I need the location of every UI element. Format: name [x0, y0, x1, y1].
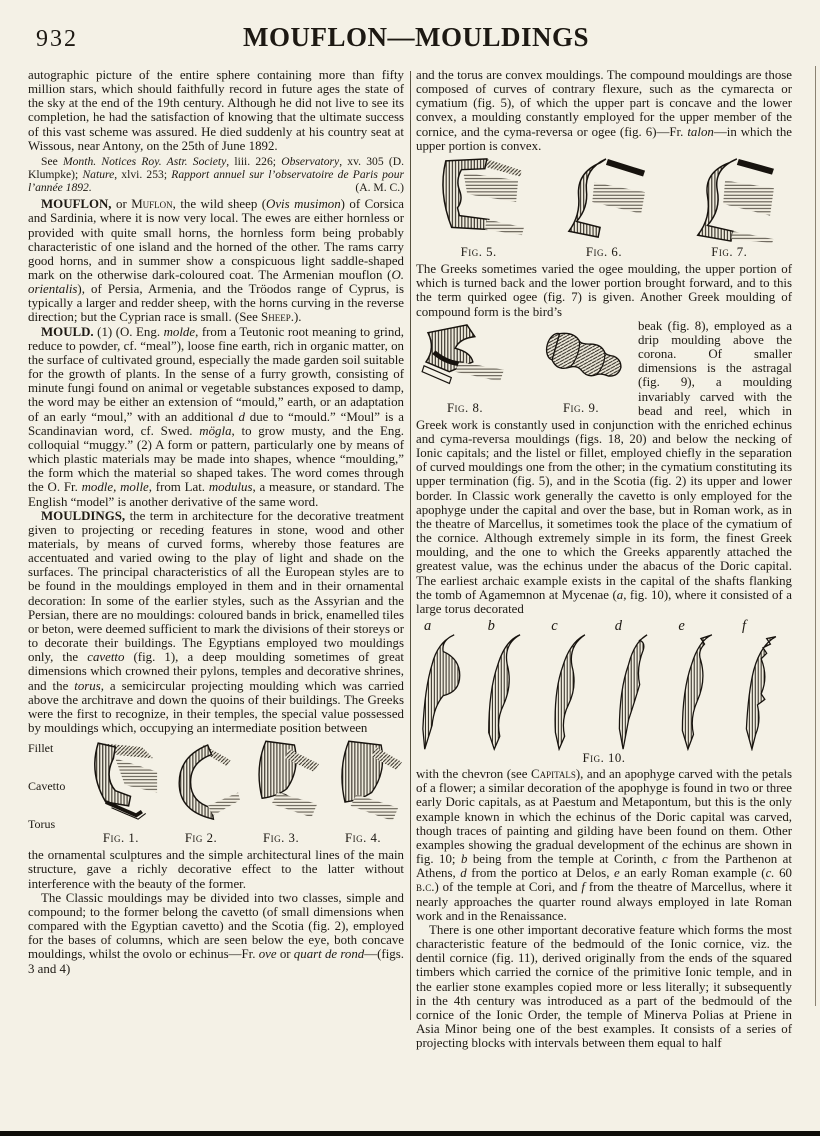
caption-fig-5: Fig. 5.: [460, 244, 497, 259]
figure-5-cyma-recta-engraving: [432, 157, 526, 243]
citation-signature: (A. M. C.): [355, 181, 404, 195]
label-fillet: Fillet: [28, 741, 54, 756]
figure-group-1-4: [28, 739, 404, 845]
right-column: [416, 68, 792, 1050]
profile-f-marcellus: [736, 633, 790, 751]
paragraph-birds-beak: [416, 319, 792, 616]
caption-fig-7: Fig. 7.: [711, 244, 748, 259]
figure-group-8-9: [416, 321, 630, 415]
caption-fig-8: Fig. 8.: [446, 400, 484, 415]
paragraph-birds-beak-text: beak (fig. 8), employed as a drip moulding above the corona. Of smaller dimensions is the astragal (fig. 9), a moulding invariably carved with the bead and reel, which in Greek work is constantly used in conjunction with the enriched echinus and cyma-reversa mouldings (figs. 18, 20) and below the necking of Ionic capitals; and the listel or fillet, employed chiefly in the separation of curved mouldings one from the other; in the cymatium constituting its upper termination (fig. 5), and in the Scotia (fig. 2) its upper and lower border. In Classic work generally the cavetto is only employed for the apophyge under the capital and over the base, but in Roman work, as in the theatre of Marcellus, it sometimes took the place of the cymatium of the cornice. Although extremely simple in its form, the finest Greek moulding, and the one to which the Greeks apparently attached the greatest value, was the echinus under the abacus of the Doric capital. The earliest archaic example exists in the capital of the shafts flanking the tomb of Agamemnon at Mycenae (a, fig. 10), where it consisted of a large torus decorated: [416, 318, 792, 616]
profile-e-cori: [672, 633, 726, 751]
caption-fig-4: Fig. 4.: [344, 831, 382, 846]
figure-2-scotia-engraving: [164, 739, 240, 829]
page-title: MOUFLON—MOULDINGS: [243, 22, 589, 52]
caption-fig-3: Fig. 3.: [263, 831, 300, 846]
caption-fig-2: Fig 2.: [184, 831, 218, 846]
figure-group-5-7: [416, 157, 792, 259]
page-number: 932: [36, 26, 78, 52]
left-column: [28, 68, 404, 1050]
paragraph-ornamental: the ornamental sculptures and the simple architectural lines of the main structure, gave a richly decorative effect to the latter without interference with the beauty of the former.: [28, 848, 404, 891]
scan-bottom-edge: [0, 1131, 820, 1136]
figure-6-cyma-reversa-engraving: [557, 157, 651, 243]
label-cavetto: Cavetto: [28, 779, 66, 794]
profile-letter-a: a: [424, 618, 432, 634]
entry-mouflon: MOUFLON, or Muflon, the wild sheep (Ovis musimon) of Corsica and Sardinia, where it is now very local. The ewes are either hornless or provided with quite small horns, the hornless form being probably characteristic of one island and the horned of the other. The rams carry good horns, and in summer show a conspicuous light saddle-shaped mark on the otherwise dark-coloured coat. The Armenian mouflon (O. orientalis), of Persia, Armenia, and the Tröodos range of Cyprus, is typically a larger and redder sheep, with the horns curving in the reverse direction; but the Cyprian race is small. (See Sheep.).: [28, 197, 404, 325]
page-header: [28, 14, 804, 64]
figure-7-quirked-ogee-engraving: [682, 157, 776, 243]
label-torus: Torus: [28, 817, 56, 832]
figure-9-astragal-engraving: [532, 321, 630, 399]
profile-letter-e: e: [678, 618, 685, 634]
caption-fig-9: Fig. 9.: [562, 400, 600, 415]
profile-a-mycenae: [418, 633, 472, 751]
page-edge-line: [815, 66, 816, 1006]
figure-3-ovolo-engraving: [245, 739, 321, 829]
paragraph-classic-mouldings: The Classic mouldings may be divided into two classes, simple and compound; to the former belong the cavetto (of small dimensions when compared with the Egyptian cavetto) and the Scotia (fig. 2), employed for the bases of columns, which are seen below the eye, both concave mouldings, whilst the ovolo or echinus—Fr. ove or quart de rond—(figs. 3 and 4): [28, 890, 404, 976]
moulding-part-labels: [28, 739, 80, 845]
figure-4-echinus-engraving: [326, 739, 402, 829]
caption-fig-1: Fig. 1.: [102, 831, 140, 846]
paragraph-convex-mouldings: and the torus are convex mouldings. The compound mouldings are those composed of curves of contrary flexure, such as the cymarecta or cymatium (fig. 5), of which the upper part is concave and the lower convex, a moulding constantly employed for the upper member of the cornice, and the cyma-reversa or ogee (fig. 6)—Fr. talon—in which the upper portion is convex.: [416, 68, 792, 153]
figure-8-birds-beak-engraving: [416, 321, 514, 399]
paragraph-dentil-cornice: There is one other important decorative feature which forms the most characteristic feature of the bedmould of the Ionic cornice, viz. the dentil cornice (fig. 11), derived originally from the ends of the squared timbers which carried the cornice of the primitive Ionic temple, and in the earlier stone examples copied more or less literally; it subsequently in the 4th century was introduced as a part of the bedmould of the cornice of the Ionic Order, the temple of Minerva Polias at Priene in Asia Minor being one of the best examples. It consists of a series of projecting blocks with intervals between them equal to half: [416, 922, 792, 1051]
profile-letter-b: b: [487, 618, 495, 634]
entry-mould: MOULD. (1) (O. Eng. molde, from a Teutonic root meaning to grind, reduce to powder, cf. “meal”), loose fine earth, rich in organic matter, on the surface of cultivated ground, especially the made garden soil suitable for the growth of plants. In the sense of a furry growth, consisting of minute fungi found on animal or vegetable substances exposed to damp, the word may be either an extension of “mould,” earth, or an adaptation of an early “moul,” with an additional d due to “mould.” “Moul” is a Scandinavian word, cf. Swed. mögla, to grow musty, and the Eng. colloquial “muggy.” (2) A form or pattern, particularly one by means of which plastic materials may be made into shapes, whence “moulding,” the form which the material so shaped takes. The word comes through the O. Fr. modle, molle, from Lat. modulus, a measure, or standard. The English “model” is another derivative of the same word.: [28, 324, 405, 509]
figure-1-cavetto-engraving: [83, 739, 159, 829]
paragraph-greek-ogee: The Greeks sometimes varied the ogee moulding, the upper portion of which is turned back and the lower portion brought forward, and to this the term quirked ogee (fig. 7) is given. Another Greek moulding of compound form is the bird’s: [416, 262, 792, 319]
column-divider: [410, 71, 411, 1020]
citation-paragraph: [28, 155, 404, 194]
profile-b-corinth: [482, 633, 536, 751]
caption-fig-6: Fig. 6.: [585, 244, 623, 259]
profile-letter-f: f: [741, 618, 746, 634]
citation-text: See Month. Notices Roy. Astr. Society, liii. 226; Observatory, xv. 305 (D. Klumpke); Nature, xlvi. 253; Rapport annuel sur l’observatoire de Paris pour l’année 1892.: [28, 154, 405, 195]
two-column-body: [28, 68, 804, 1050]
caption-fig-10: Fig. 10.: [582, 751, 626, 765]
paragraph-chevron-apophyge: with the chevron (see Capitals), and an apophyge carved with the petals of a flower; a similar decoration of the apophyge is found in two or three early Doric capitals, as at Paestum and Metapontum, but this is the only example known in which the echinus of the Doric capital was carved, though traces of painting and gilding have been found on them. Other examples showing the gradual development of the echinus are shown in fig. 10; b being from the temple at Corinth, c from the Parthenon at Athens, d from the portico at Delos, e an early Roman example (c. 60 b.c.) of the temple at Cori, and f from the theatre of Marcellus, where it nearly approaches the quarter round always employed in late Roman work and in the Renaissance.: [416, 767, 792, 923]
entry-mouldings: MOULDINGS, the term in architecture for the decorative treatment given to projecting or receding features in stone, wood and other materials, by means of curved forms, whereby those features are accentuated and varied owing to the play of light and shade on the surfaces. The principal characteristics of all the European styles are to be found in the mouldings employed in them and in their ornamental decoration: In some of the earlier styles, such as the Assyrian and the Persian, there are no mouldings: coloured bands in brick, enamelled tiles or beton, were deemed sufficient to mark the divisions of their storeys or to decorate their buildings. The Egyptians employed two mouldings only, the cavetto (fig. 1), a deep moulding sometimes of great dimensions which crowned their pylons, temples and decorative shrines, and the torus, a semicircular projecting moulding which was carried above the architrave and down the quoins of their buildings. The Greeks were the first to recognize, in their temples, the special value possessed by mouldings which, occupying an intermediate position between: [28, 508, 404, 735]
paragraph-astronomy-continuation: autographic picture of the entire sphere containing more than fifty million stars, which should faithfully record in future ages the state of the sky at the end of the 19th century. Although he did not live to see its completion, he had the satisfaction of knowing that the ultimate success of this vast scheme was assured. He died suddenly at his country seat at Wissous, near Antony, on the 25th of June 1892.: [28, 68, 404, 153]
profile-letter-c: c: [551, 618, 558, 634]
figure-group-10: [416, 620, 792, 765]
profile-letter-d: d: [614, 618, 623, 634]
profile-d-delos: [609, 633, 663, 751]
profile-c-parthenon: [545, 633, 599, 751]
